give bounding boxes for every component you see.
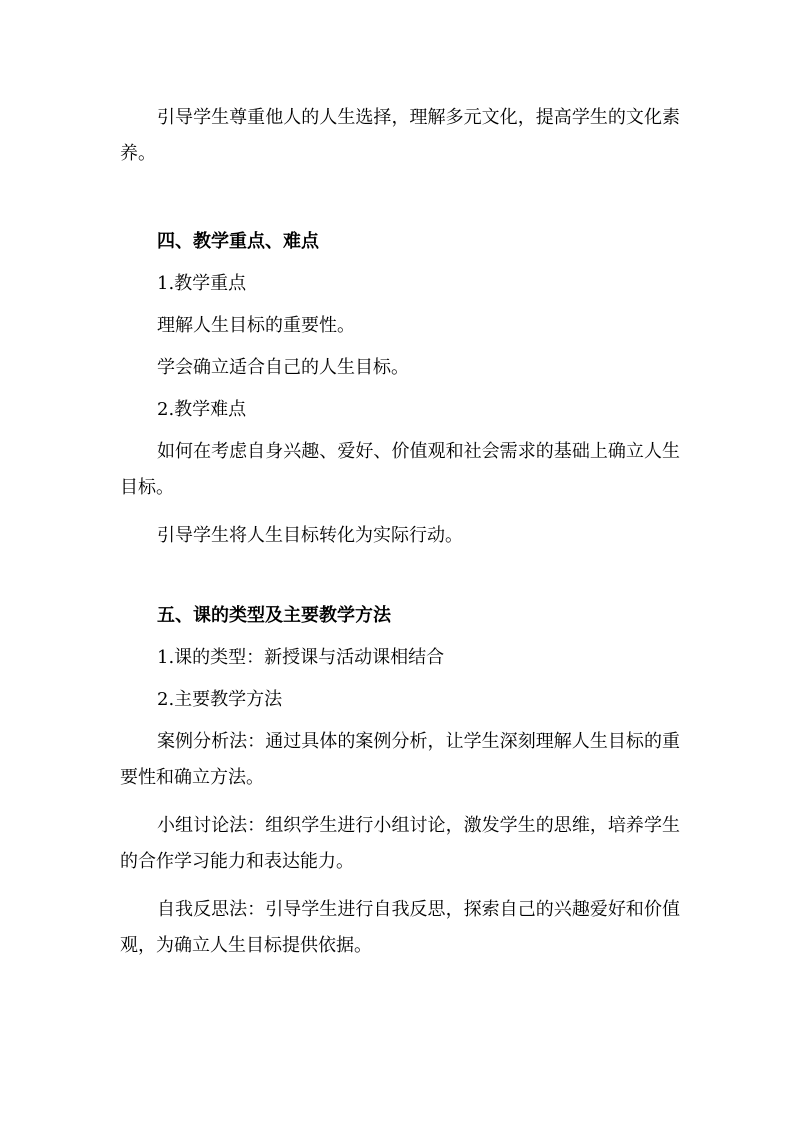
subheading-teaching-difficulty: 2.教学难点: [157, 399, 247, 420]
subheading-lesson-type: 1.课的类型：新授课与活动课相结合: [157, 647, 445, 668]
method-case-analysis: 案例分析法：通过具体的案例分析，让学生深刻理解人生目标的重要性和确立方法。: [120, 731, 680, 788]
section-heading-lesson-type: 五、课的类型及主要教学方法: [157, 605, 391, 626]
subheading-teaching-methods: 2.主要教学方法: [157, 689, 283, 710]
focus-item-2: 学会确立适合自己的人生目标。: [157, 357, 409, 378]
difficulty-item-1: 如何在考虑自身兴趣、爱好、价值观和社会需求的基础上确立人生目标。: [120, 441, 680, 498]
method-self-reflection: 自我反思法：引导学生进行自我反思，探索自己的兴趣爱好和价值观，为确立人生目标提供依据。: [120, 899, 680, 956]
subheading-teaching-focus: 1.教学重点: [157, 273, 247, 294]
paragraph-culture: 引导学生尊重他人的人生选择，理解多元文化，提高学生的文化素养。: [120, 107, 680, 164]
method-group-discussion: 小组讨论法：组织学生进行小组讨论，激发学生的思维，培养学生的合作学习能力和表达能力。: [120, 815, 680, 872]
focus-item-1: 理解人生目标的重要性。: [157, 315, 355, 336]
section-heading-key-points: 四、教学重点、难点: [157, 231, 319, 252]
difficulty-item-2: 引导学生将人生目标转化为实际行动。: [157, 525, 463, 546]
